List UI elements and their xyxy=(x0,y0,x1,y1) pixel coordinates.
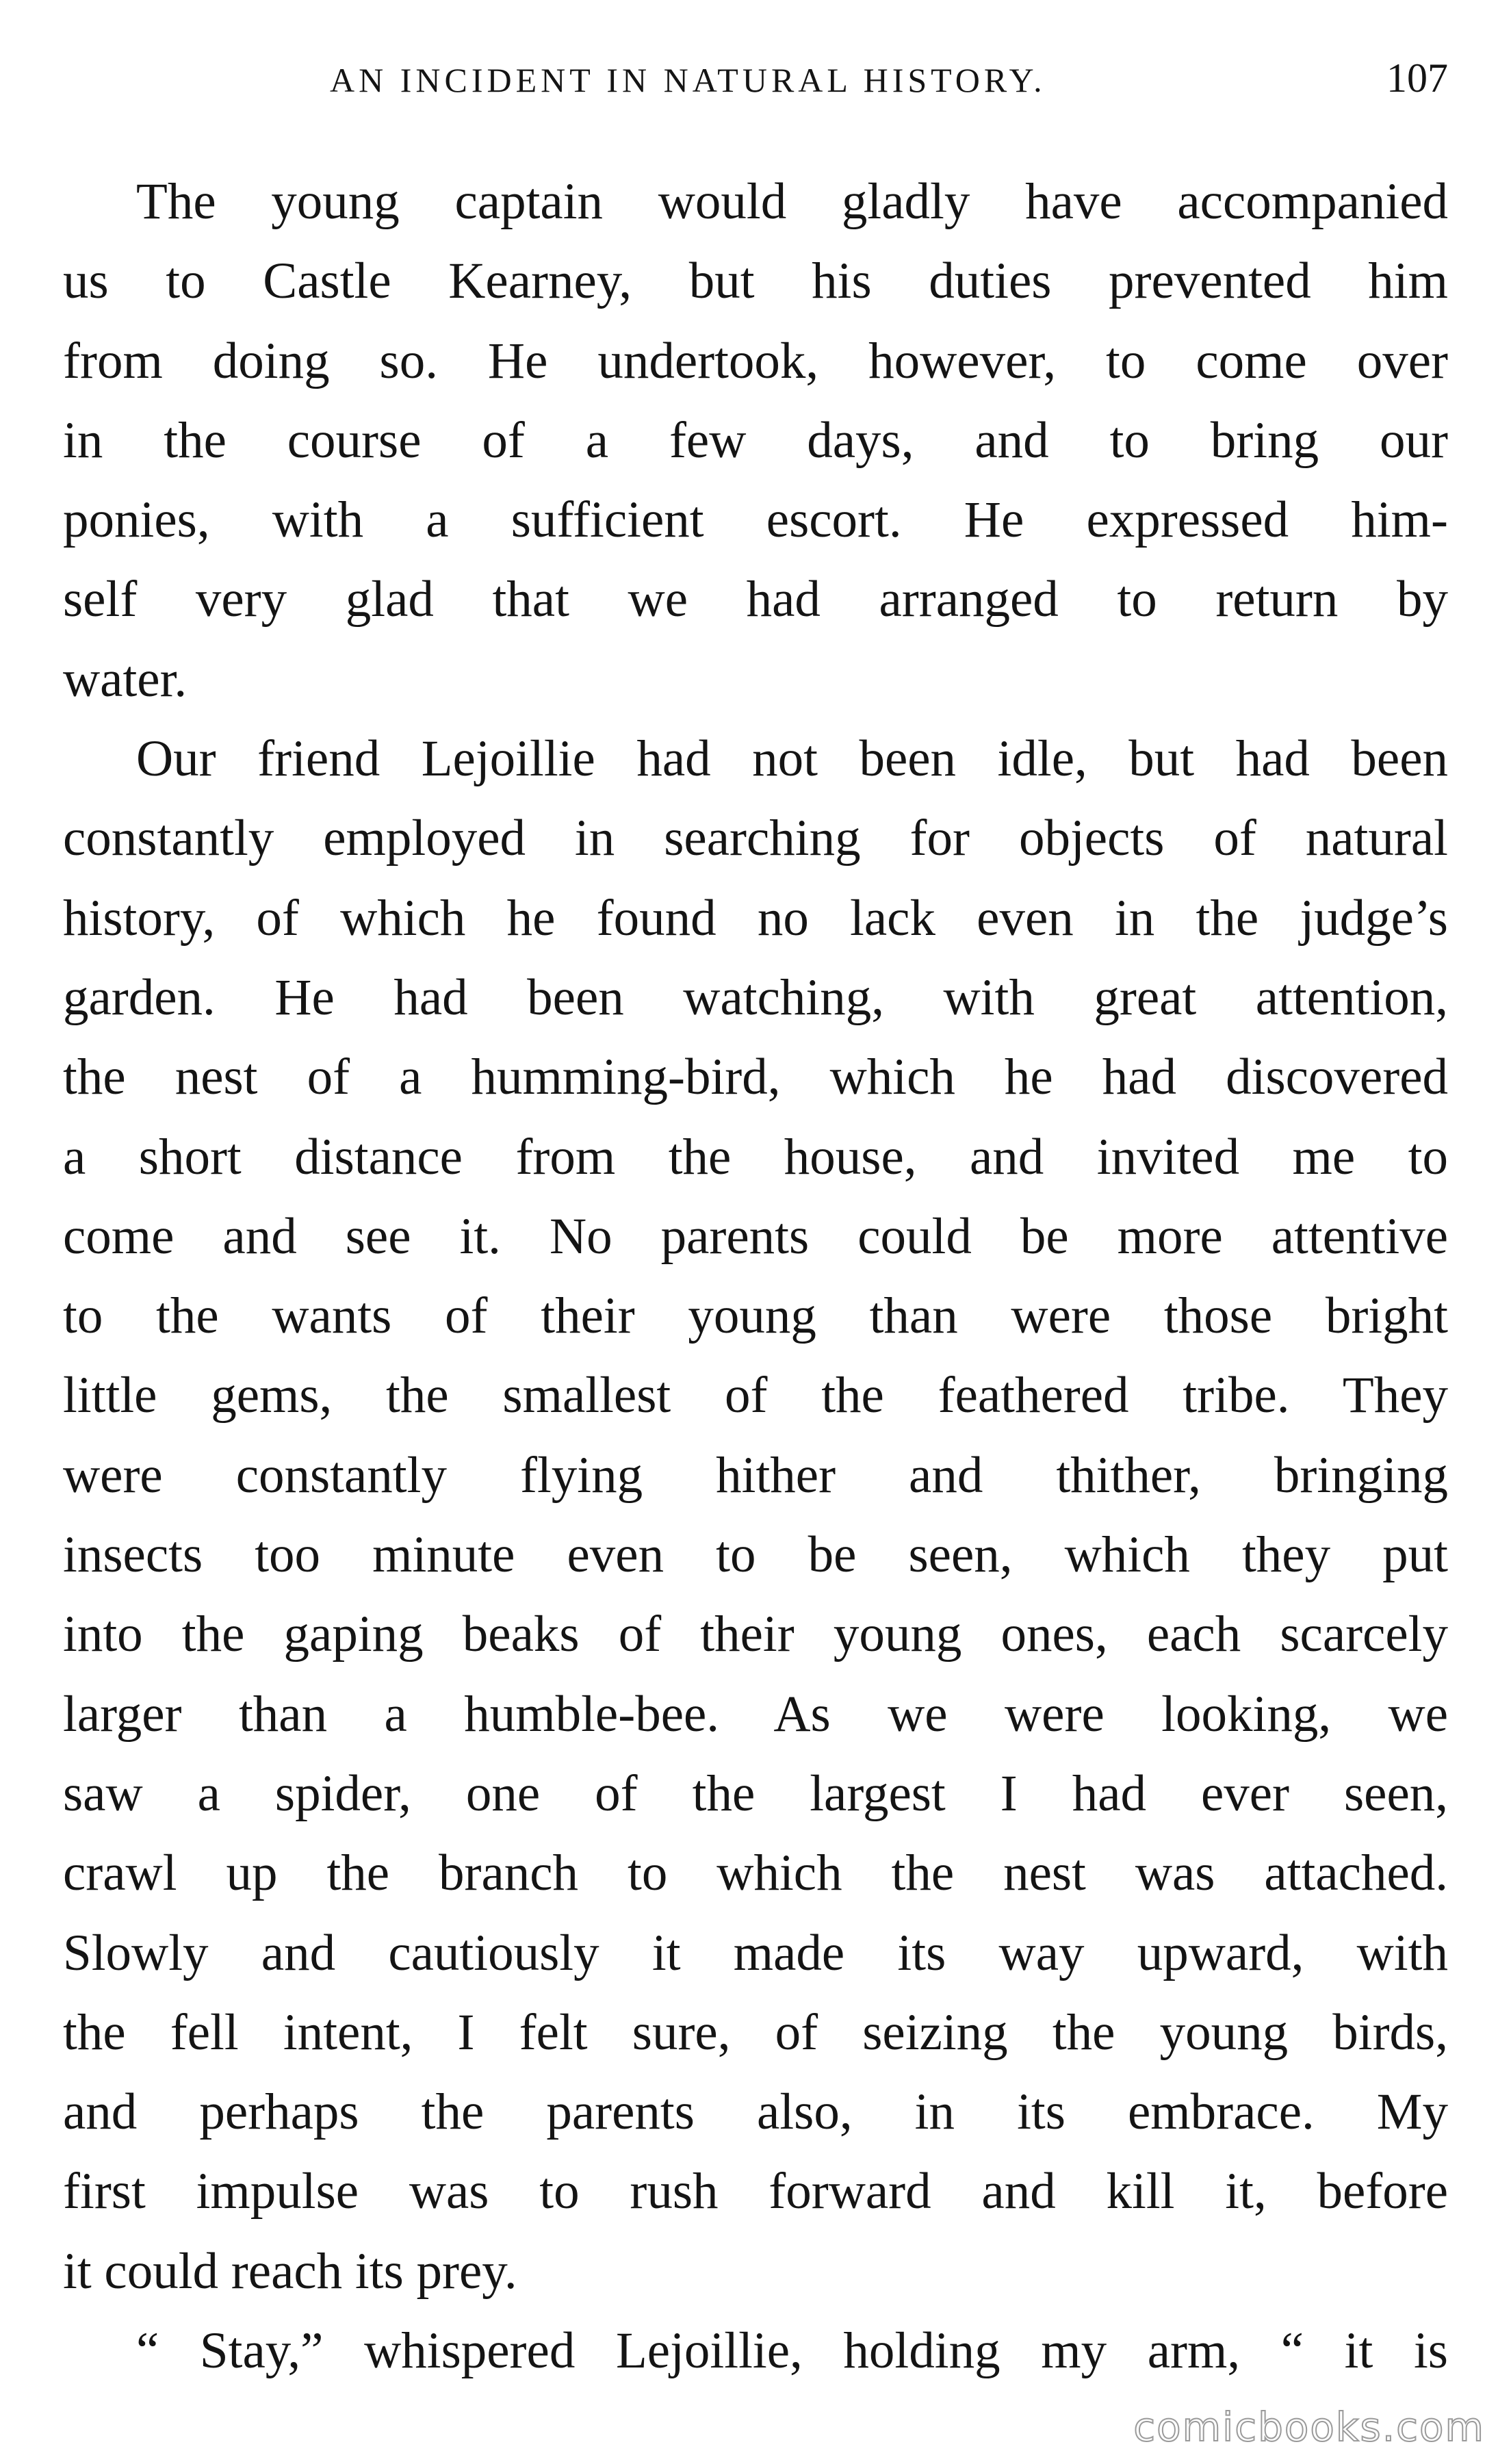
text-line: us to Castle Kearney, but his duties prevented him xyxy=(63,253,1448,310)
page-header xyxy=(63,53,1448,108)
watermark: comicbooks.com xyxy=(1133,2404,1485,2450)
text-line: from doing so. He undertook, however, to come over xyxy=(63,332,1448,389)
text-line: Slowly and cautiously it made its way upward, with xyxy=(63,1924,1448,1981)
text-line: little gems, the smallest of the feathered tribe. They xyxy=(63,1367,1448,1424)
text-line: history, of which he found no lack even in the judge’s xyxy=(63,889,1448,947)
text-line: garden. He had been watching, with great attention, xyxy=(63,968,1448,1026)
text-line: the fell intent, I felt sure, of seizing the young birds, xyxy=(63,2003,1448,2061)
text-line: and perhaps the parents also, in its embrace. My xyxy=(63,2083,1448,2141)
text-line: larger than a humble-bee. As we were looking, we xyxy=(63,1685,1448,1743)
text-line: Our friend Lejoillie had not been idle, but had been xyxy=(136,730,1448,788)
text-line: come and see it. No parents could be more attentive xyxy=(63,1207,1448,1265)
text-line: saw a spider, one of the largest I had ever seen, xyxy=(63,1764,1448,1822)
running-title: AN INCIDENT IN NATURAL HISTORY. xyxy=(330,61,1046,99)
text-line: a short distance from the house, and invited me to xyxy=(63,1128,1448,1185)
text-line: ponies, with a sufficient escort. He expressed him- xyxy=(63,491,1448,549)
text-line: self very glad that we had arranged to return by xyxy=(63,571,1448,628)
text-line: into the gaping beaks of their young ones, each scarcely xyxy=(63,1606,1448,1663)
text-line: in the course of a few days, and to bring our xyxy=(63,411,1448,469)
text-line: water. xyxy=(63,650,188,708)
text-line: were constantly flying hither and thither, bringing xyxy=(63,1446,1448,1504)
text-line: constantly employed in searching for objects of natural xyxy=(63,810,1448,867)
text-line: crawl up the branch to which the nest was attached. xyxy=(63,1845,1448,1902)
body-text xyxy=(63,162,1448,2391)
text-line: insects too minute even to be seen, which they put xyxy=(63,1526,1448,1584)
page-number: 107 xyxy=(1386,55,1448,101)
text-line: first impulse was to rush forward and kill it, before xyxy=(63,2163,1448,2220)
text-line: to the wants of their young than were those bright xyxy=(63,1287,1448,1345)
text-line: “ Stay,” whispered Lejoillie, holding my arm, “ it is xyxy=(136,2322,1448,2380)
text-line: it could reach its prey. xyxy=(63,2242,517,2300)
text-line: the nest of a humming-bird, which he had discovered xyxy=(63,1049,1448,1106)
text-line: The young captain would gladly have accompanied xyxy=(136,173,1448,230)
